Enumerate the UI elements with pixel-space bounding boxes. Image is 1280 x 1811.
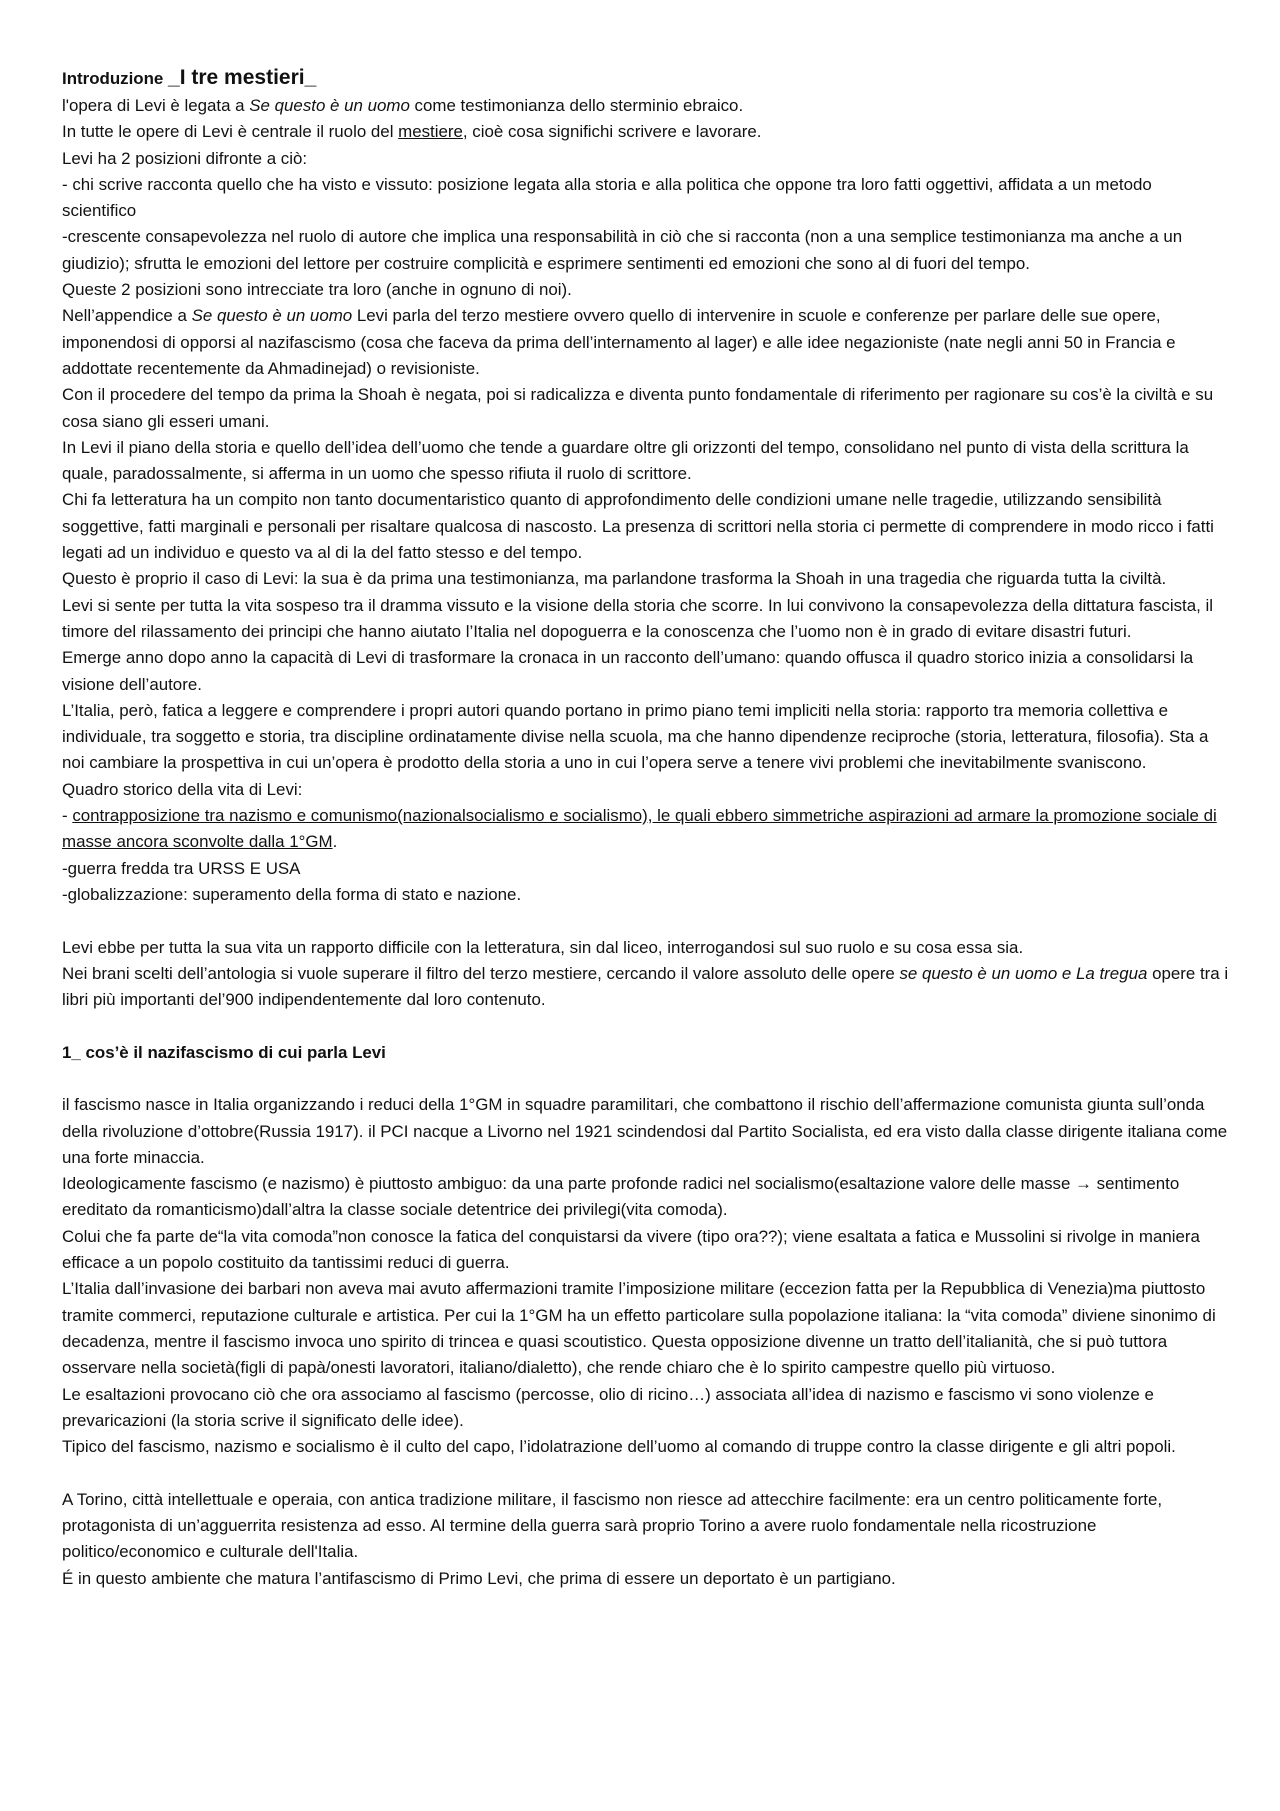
paragraph: In Levi il piano della storia e quello dell’idea dell’uomo che tende a guardare oltre gli orizzonti del tempo, consolidano nel punto di vista della scrittura la quale, paradossalmente, si afferma in un uomo che spesso rifiuta il ruolo di scrittore. bbox=[62, 437, 1189, 484]
text-run: Nei brani scelti dell’antologia si vuole superare il filtro del terzo mestiere, cercando il valore assoluto delle opere bbox=[62, 963, 900, 983]
paragraph: Emerge anno dopo anno la capacità di Levi di trasformare la cronaca in un racconto dell’umano: quando offusca il quadro storico inizia a consolidarsi la visione dell’autore. bbox=[62, 648, 1194, 694]
paragraph: Ideologicamente fascismo (e nazismo) è piuttosto ambiguo: da una parte profonde radici nel socialismo(esaltazione valore delle masse → sentimento ereditato da romanticismo)dall’altra la classe sociale detentrice dei privilegi(vita comoda). bbox=[62, 1174, 1180, 1220]
paragraph: L’Italia, però, fatica a leggere e comprendere i propri autori quando portano in primo piano temi impliciti nella storia: rapporto tra memoria collettiva e individuale, tra soggetto e storia, tra discipline ordinatamente divise nella scuola, ma che hanno dipendenze reciproche (storia, letteratura, filosofia). Sta a noi cambiare la prospettiva in cui un’opera è prodotto della storia a uno in cui l’opera serve a tenere vivi problemi che inevitabilmente svaniscono. bbox=[62, 700, 1209, 773]
paragraph: Levi ha 2 posizioni difronte a ciò: bbox=[62, 148, 308, 168]
list-item: -globalizzazione: superamento della forma di stato e nazione. bbox=[62, 884, 522, 904]
paragraph: Colui che fa parte de“la vita comoda”non conosce la fatica del conquistarsi da vivere (tipo ora??); viene esaltata a fatica e Mussolini si rivolge in maniera efficace a un popolo costituito da tantissimi reduci di guerra. bbox=[62, 1226, 1200, 1273]
text-run: Nell’appendice a bbox=[62, 306, 192, 326]
text-run: Levi parla del terzo mestiere ovvero quello di intervenire in scuole e conferenze per parlare delle sue opere, imponendosi di opporsi al nazifascismo (cosa che faceva da prima dell’internamento al lager) e alle idee negazioniste (nate negli anni 50 in Francia e addottate recentemente da Ahmadinejad) o revisioniste. bbox=[62, 306, 1176, 378]
paragraph: il fascismo nasce in Italia organizzando i reduci della 1°GM in squadre paramilitari, che combattono il rischio dell’affermazione comunista giunta sull’onda della rivoluzione d’ottobre(Russia 1917). il PCI nacque a Livorno nel 1921 scindendosi dal Partito Socialista, ed era visto dalla classe dirigente italiana come una forte minaccia. bbox=[62, 1095, 1228, 1167]
paragraph: Quadro storico della vita di Levi: bbox=[62, 779, 303, 799]
paragraph: Levi si sente per tutta la vita sospeso tra il dramma vissuto e la visione della storia che scorre. In lui convivono la consapevolezza della dittatura fascista, il timore del rilassamento dei principi che hanno aiutato l’Italia nel dopoguerra e la conoscenza che l’uomo non è in grado di evitare disastri futuri. bbox=[62, 595, 1214, 641]
blank-line bbox=[62, 1460, 1230, 1486]
text-run: l'opera di Levi è legata a bbox=[62, 96, 250, 115]
book-title: Se questo è un uomo bbox=[249, 96, 410, 115]
underlined-term: mestiere bbox=[398, 122, 463, 142]
paragraph bbox=[62, 303, 1230, 382]
paragraph bbox=[62, 119, 1230, 145]
paragraph: Queste 2 posizioni sono intrecciate tra loro (anche in ognuno di noi). bbox=[62, 280, 572, 300]
paragraph: L’Italia dall’invasione dei barbari non aveva mai avuto affermazioni tramite l’imposizione militare (eccezion fatta per la Repubblica di Venezia)ma piuttosto tramite commerci, reputazione culturale e artistica. Per cui la 1°GM ha un effetto particolare sulla popolazione italiana: la “vita comoda” diviene sinonimo di decadenza, mentre il fascismo invoca uno spirito di trincea e quasi scoutistico. Questa opposizione divenne un tratto dell’italianità, che si può tuttora osservare nella società(figli di papà/onesti lavoratori, italiano/dialetto), che rende chiaro che è lo spirito campestre quello più virtuoso. bbox=[62, 1279, 1216, 1378]
text-run: opere tra i libri più importanti del’900 indipendentemente dal loro contenuto. bbox=[62, 963, 1229, 1010]
book-titles: se questo è un uomo e La tregua bbox=[899, 963, 1148, 983]
blank-line bbox=[62, 908, 1230, 934]
paragraph: Tipico del fascismo, nazismo e socialismo è il culto del capo, l’idolatrazione dell’uomo al comando di truppe contro la classe dirigente e gli altri popoli. bbox=[62, 1437, 1176, 1457]
list-item: -guerra fredda tra URSS E USA bbox=[62, 858, 301, 878]
list-item: -crescente consapevolezza nel ruolo di autore che implica una responsabilità in ciò che si racconta (non a una semplice testimonianza ma anche a un giudizio); sfrutta le emozioni del lettore per costruire complicità e esprimere sentimenti ed emozioni che sono al di fuori del tempo. bbox=[62, 227, 1183, 273]
list-item: - chi scrive racconta quello che ha visto e vissuto: posizione legata alla storia e alla politica che oppone tra loro fatti oggettivi, affidata a un metodo scientifico bbox=[62, 174, 1152, 221]
blank-line bbox=[62, 1013, 1230, 1039]
text-run: . bbox=[332, 832, 338, 852]
paragraph: Chi fa letteratura ha un compito non tanto documentaristico quanto di approfondimento delle condizioni umane nelle tragedie, utilizzando sensibilità soggettive, fatti marginali e personali per risaltare qualcosa di nascosto. La presenza di scrittori nella storia ci permette di comprendere in modo ricco i fatti legati ad un individuo e questo va al di la del fatto stesso e del tempo. bbox=[62, 490, 1214, 563]
text-run: , cioè cosa significhi scrivere e lavorare. bbox=[462, 122, 762, 142]
intro-label: Introduzione bbox=[62, 69, 164, 88]
blank-line bbox=[62, 1066, 1230, 1092]
paragraph: Le esaltazioni provocano ciò che ora associamo al fascismo (percosse, olio di ricino…) associata all’idea di nazismo e fascismo vi sono violenze e prevaricazioni (la storia scrive il significato delle idee). bbox=[62, 1384, 1154, 1430]
list-item bbox=[62, 803, 1230, 856]
section-heading: 1_ cos’è il nazifascismo di cui parla Levi bbox=[62, 1042, 386, 1062]
paragraph: Con il procedere del tempo da prima la Shoah è negata, poi si radicalizza e diventa punto fondamentale di riferimento per ragionare su cos’è la civiltà e su cosa siano gli esseri umani. bbox=[62, 385, 1214, 431]
paragraph: A Torino, città intellettuale e operaia, con antica tradizione militare, il fascismo non riesce ad attecchire facilmente: era un centro politicamente forte, protagonista di un’agguerrita resistenza ad esso. Al termine della guerra sarà proprio Torino a avere ruolo fondamentale nella ricostruzione politico/economico e culturale dell'Italia. bbox=[62, 1489, 1163, 1562]
text-run: - bbox=[62, 806, 73, 826]
paragraph: Questo è proprio il caso di Levi: la sua è da prima una testimonianza, ma parlandone trasforma la Shoah in una tragedia che riguarda tutta la civiltà. bbox=[62, 569, 1167, 589]
book-title: Se questo è un uomo bbox=[191, 306, 353, 326]
paragraph bbox=[62, 93, 1230, 119]
underlined-text: contrapposizione tra nazismo e comunismo(nazionalsocialismo e socialismo), le quali ebbero simmetriche aspirazioni ad armare la promozione sociale di masse ancora sconvolte dalla 1°GM bbox=[62, 806, 1217, 852]
text-run: In tutte le opere di Levi è centrale il ruolo del bbox=[62, 122, 399, 142]
text-run: come testimonianza dello sterminio ebraico. bbox=[409, 96, 744, 115]
paragraph bbox=[62, 961, 1230, 1014]
intro-title-line bbox=[62, 64, 1230, 93]
page-title: _I tre mestieri_ bbox=[168, 66, 317, 89]
paragraph: É in questo ambiente che matura l’antifascismo di Primo Levi, che prima di essere un deportato è un partigiano. bbox=[62, 1568, 896, 1588]
paragraph: Levi ebbe per tutta la sua vita un rapporto difficile con la letteratura, sin dal liceo, interrogandosi sul suo ruolo e su cosa essa sia. bbox=[62, 937, 1024, 957]
